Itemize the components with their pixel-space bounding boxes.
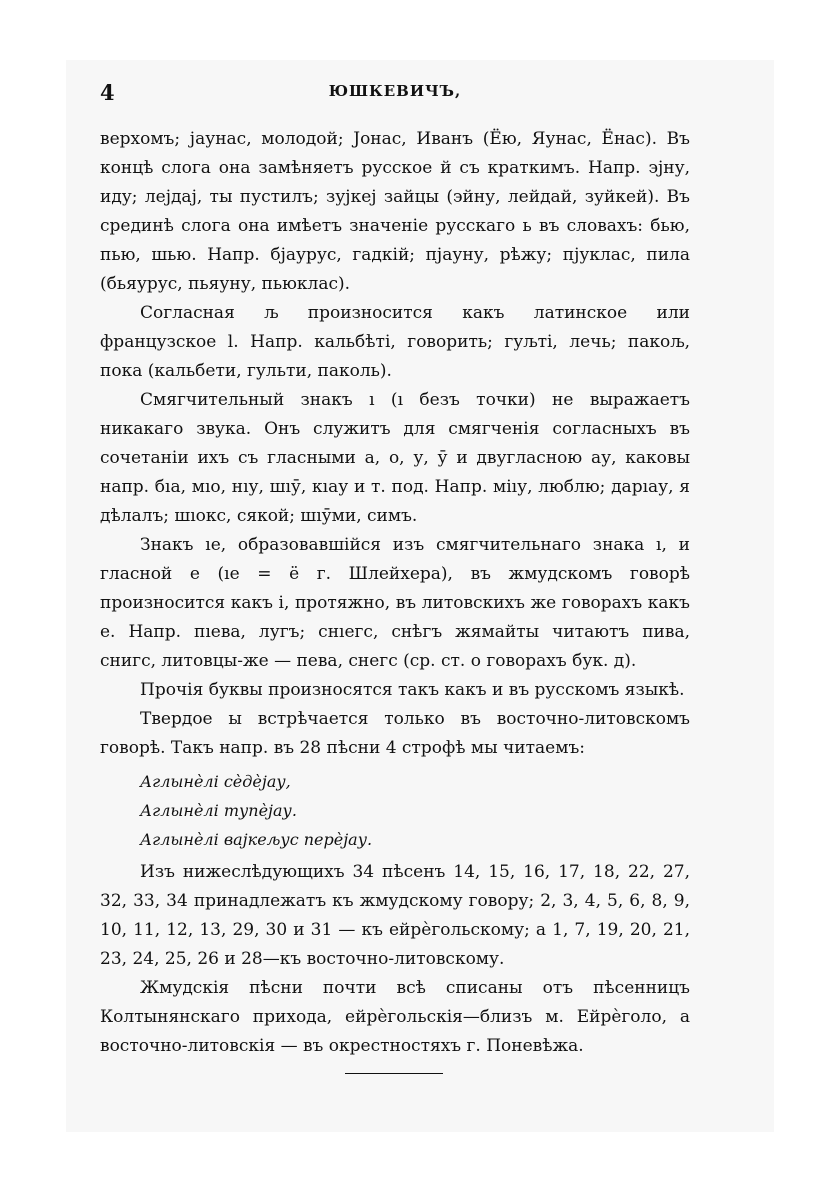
paragraph-other-letters: Прочія буквы произносятся такъ какъ и въ русскомъ языкѣ.: [140, 680, 685, 700]
page-header: [100, 80, 690, 106]
verse-line: Аглынѐлі вајкељус перѐјау.: [140, 830, 373, 849]
verse-line: Аглынѐлі тупѐјау.: [140, 801, 297, 820]
verse-line: Аглынѐлі сѐдѐјау,: [140, 772, 291, 791]
paragraph-continuation: верхомъ; јаунас, молодой; Јонас, Иванъ (Ёю, Яунас, Ёнас). Въ концѣ слога она замѣняетъ русское й съ краткимъ. Напр. эјну, иду; лејдај, ты пустилъ; зујкеј зайцы (эйну, лейдай, зуйкей). Въ срединѣ слога она имѣетъ значеніе русскаго ь въ словахъ: бью, пью, шью. Напр. бјаурус, гадкій; пјауну, рѣжу; пјуклас, пила (бьяурус, пьяуну, пьюклас).: [100, 129, 690, 294]
paragraph-hard-y: Твердое ы встрѣчается только въ восточно-литовскомъ говорѣ. Такъ напр. въ 28 пѣсни 4 строфѣ мы читаемъ:: [100, 709, 690, 758]
page-number: 4: [100, 80, 115, 105]
verse-quote: [140, 767, 690, 854]
end-rule: [345, 1073, 443, 1074]
running-title: ЮШКЕВИЧЪ,: [328, 82, 462, 100]
paragraph-song-dialects: Изъ нижеслѣдующихъ 34 пѣсенъ 14, 15, 16, 17, 18, 22, 27, 32, 33, 34 принадлежатъ къ жмудскому говору; 2, 3, 4, 5, 6, 8, 9, 10, 11, 12, 13, 29, 30 и 31 — къ ейрѐгольскому; а 1, 7, 19, 20, 21, 23, 24, 25, 26 и 28—къ восточно-литовскому.: [100, 862, 690, 969]
paragraph-l-consonant: Согласная љ произносится какъ латинское или французское l. Напр. кальбѣті, говорить; гуљті, лечь; пакољ, пока (кальбети, гульти, паколь).: [100, 303, 690, 381]
paragraph-soft-sign: Смягчительный знакъ ı (ı безъ точки) не выражаетъ никакаго звука. Онъ служитъ для смягченія согласныхъ въ сочетаніи ихъ съ гласными а, о, у, ӯ и двугласною ау, каковы напр. бıа, мıо, нıу, шıӯ, кıау и т. под. Напр. міıу, люблю; дарıау, я дѣлалъ; шıокс, сякой; шıӯми, симъ.: [100, 390, 690, 526]
paragraph-ie-sign: Знакъ ıе, образовавшійся изъ смягчительнаго знака ı, и гласной е (ıе = ё г. Шлейхера), въ жмудскомъ говорѣ произносится какъ і, протяжно, въ литовскихъ же говорахъ какъ е. Напр. пıева, лугъ; снıегс, снѣгъ жямайты читаютъ пива, снигс, литовцы-же — пева, снегс (ср. ст. о говорахъ бук. д).: [100, 535, 690, 671]
body-text: [100, 125, 690, 1061]
paragraph-song-sources: Жмудскія пѣсни почти всѣ списаны отъ пѣсенницъ Колтынянскаго прихода, ейрѐгольскія—близъ м. Ейрѐголо, а восточно-литовскія — въ окрестностяхъ г. Поневѣжа.: [100, 978, 690, 1056]
